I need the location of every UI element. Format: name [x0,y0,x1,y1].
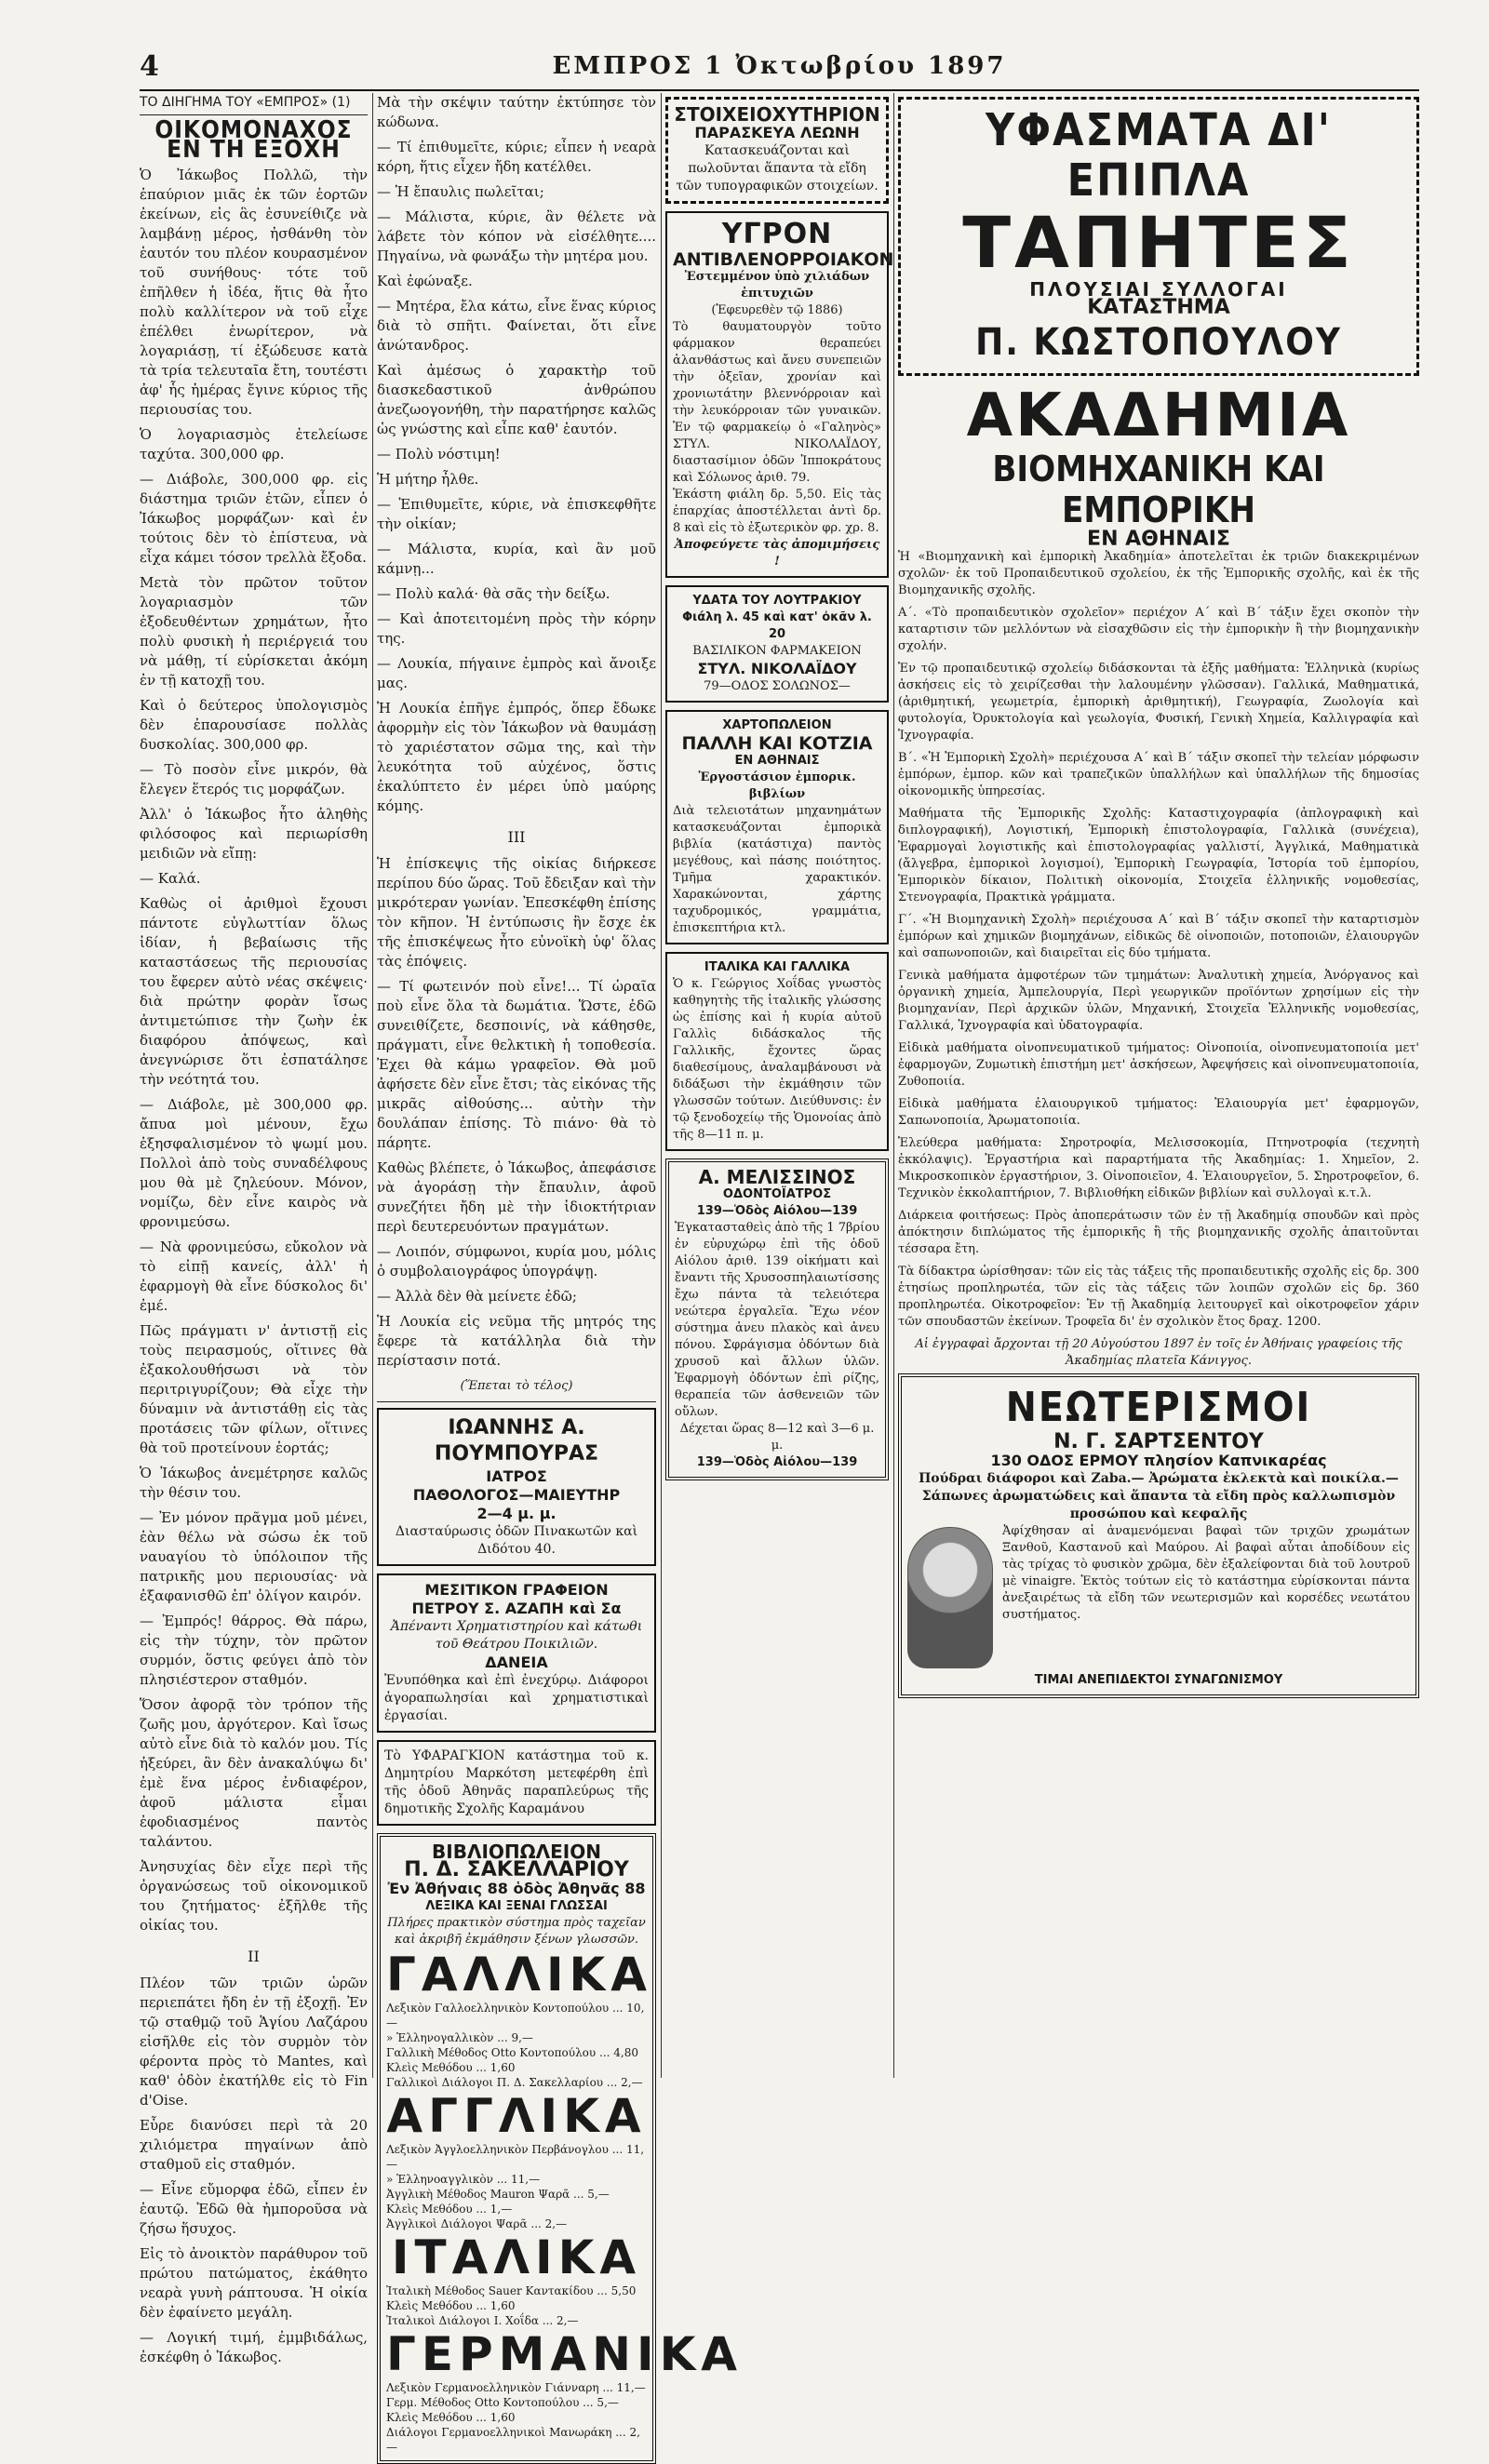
book-price-row: » Ἑλληνογαλλικὸν ... 9,— [386,2031,533,2044]
paragraph: — Λουκία, πήγαινε ἐμπρὸς καὶ ἄνοιξε μας. [377,655,656,691]
story-column-1 [140,93,368,2365]
book-price-row: Ἰταλικὴ Μέθοδος Sauer Καντακίδου ... 5,50 [386,2284,637,2297]
paragraph: Διάρκεια φοιτήσεως: Πρὸς ἀποπεράτωσιν τῶν ἐν τῇ Ἀκαδημίᾳ σπουδῶν καὶ πρὸς ἀπόκτησιν διπλώματος τῆς ἐμπορικῆς ἢ τῆς βιομηχανικῆς σχολῆς ἀπαιτοῦνται τέσσαρα ἔτη. [898,1209,1419,1256]
paragraph: — Μητέρα, ἔλα κάτω, εἶνε ἕνας κύριος διὰ τὸ σπῆτι. Φαίνεται, ὅτι εἶνε ἀνώτανδρος. [377,298,656,354]
paragraph: — Διάβολε, μὲ 300,000 φρ. ἄπυα μοὶ μένουν, ἔχω ἐξησφαλισμένον τὸ ψωμί μου. Πολλοὶ ἀπὸ τοὺς συναδέλφους μου θὰ μὲ ζηλεύουν. Μόνον, νομίζω, δὲν εἶνε καιρὸς νὰ φρονιμεύσω. [140,1096,368,1230]
ad-line: ΑΚΑΔΗΜΙΑ [966,382,1351,450]
paragraph: Β΄. «Ἡ Ἐμπορικὴ Σχολὴ» περιέχουσα Α΄ καὶ Β΄ τάξιν σκοπεῖ τὴν τελείαν μόρφωσιν ἐμπόρων, ἐμπορ. κῶν καὶ τραπεζικῶν ὑπαλλήλων καὶ ὑπαλλήλων τῆς δημοσίας οἰκονομικῆς ὑπηρεσίας. [898,751,1419,798]
ad-line: Ἐν Ἀθήναις 88 ὁδὸς Ἀθηνᾶς 88 [387,1880,646,1897]
paragraph: Ὁ λογαριασμὸς ἐτελείωσε ταχύτα. 300,000 φρ. [140,426,368,462]
ad-line: Ν. Γ. ΣΑΡΤΣΕΝΤΟΥ [1053,1430,1264,1453]
ad-line: ΧΑΡΤΟΠΩΛΕΙΟΝ [722,718,832,732]
book-price-row: Γαλλικὴ Μέθοδος Otto Κοντοπούλου ... 4,80 [386,2046,638,2059]
story-title: ΟΙΚΟΜΟΝΑΧΟΣ ΕΝ ΤΗ ΕΞΟΧΗ [154,116,353,164]
ad-line: ΝΕΩΤΕΡΙΣΜΟΙ [1005,1384,1312,1431]
ad-line: Αἱ ἐγγραφαὶ ἄρχονται τῇ 20 Αὐγούστου 1897 ἐν τοῖς ἐν Ἀθήναις γραφείοις τῆς Ἀκαδημίας πλατεῖα Κάνιγγος. [915,1337,1402,1368]
book-price-row: » Ἑλληνοαγγλικὸν ... 11,— [386,2173,541,2186]
paragraph: Ὁ Ἰάκωβος ἀνεμέτρησε καλῶς τὴν θέσιν του. [140,1465,368,1501]
story-column-2 [377,93,744,2454]
cosmetics-ad [898,1373,1419,1698]
ad-line: ΜΕΣΙΤΙΚΟΝ ΓΡΑΦΕΙΟΝ [424,1581,609,1599]
paragraph: — Καὶ ἀποτειτομένη πρὸς τὴν κόρην της. [377,610,656,647]
ad-line: ΙΤΑΛΙΚΑ ΚΑΙ ΓΑΛΛΙΚΑ [704,960,851,974]
paragraph: Ἡ ἐπίσκεψις τῆς οἰκίας διήρκεσε περίπου δύο ὥρας. Τοῦ ἔδειξαν καὶ τὴν μικρότεραν γωνίαν. Ἐπεσκέφθη ἐπίσης τὸν κῆπον. Ἡ ἐντύπωσις ἣν ἔσχε ἐκ τῆς ἐπισκέψεως ἦτο εὐνοϊκὴ ὑφ' ὅλας τὰς ἐπόψεις. [377,855,656,970]
paragraph: Ἀλλ' ὁ Ἰάκωβος ἦτο ἀληθὴς φιλόσοφος καὶ περιωρίσθη μειδιῶν νὰ εἴπῃ: [140,806,368,862]
page-number: 4 [140,50,159,83]
paragraph: — Μάλιστα, κύριε, ἂν θέλετε νὰ λάβετε τὸν κόπον νὰ εἰσέλθητε.... Πηγαίνω, νὰ φωνάξω τὴν μητέρα μου. [377,208,656,264]
section-number: II [248,1948,260,1965]
ad-line: ΤΙΜΑΙ ΑΝΕΠΙΔΕΚΤΟΙ ΣΥΝΑΓΩΝΙΣΜΟΥ [1034,1673,1283,1687]
book-price-row: Ἀγγλικοὶ Διάλογοι Ψαρᾶ ... 2,— [386,2217,568,2230]
ad-line: ΥΔΑΤΑ ΤΟΥ ΛΟΥΤΡΑΚΙΟΥ [692,594,862,608]
ad-text: Τὸ θαυματουργὸν τοῦτο φάρμακον θεραπεύει ἀλανθάστως καὶ ἄνευ συνεπειῶν τὴν ὀξεῖαν, χρονίαν καὶ χρονιωτάτην βλεννόρροιαν καὶ τὴν λευκόρροιαν τῶν γυναικῶν. Ἐν τῷ φαρμακείῳ ὁ «Γαληνὸς» ΣΤΥΛ. ΝΙΚΟΛΑΪΔΟΥ, διαστασίμιον ὁδῶν Ἱπποκράτους καὶ Σόλωνος ἀριθ. 79. [673,320,881,485]
book-price-row: Λεξικὸν Γαλλοελληνικὸν Κοντοπούλου ... 10,— [386,2002,645,2029]
paragraph: Τὰ δίδακτρα ὡρίσθησαν: τῶν εἰς τὰς τάξεις τῆς προπαιδευτικῆς σχολῆς εἰς δρ. 300 ἐτησίως προπληρωτέα, τῶν εἰς τὰς τάξεις τῶν λοιπῶν σχολῶν εἰς δρ. 360 προπληρωτέα. Οἰκοτροφεῖον: Ἐν τῇ Ἀκαδημίᾳ λειτουργεῖ καὶ οἰκοτροφεῖον χάριν τῶν σπουδαστῶν ἐκείνων. Τροφεῖα δι' ἐν σχολικὸν ἔτος δραχ. 1200. [898,1265,1419,1329]
ad-line: 139—Ὁδὸς Αἰόλου—139 [696,1455,858,1469]
ad-line: Π. Δ. ΣΑΚΕΛΛΑΡΙΟΥ [404,1858,629,1881]
paragraph: — Διάβολε, 300,000 φρ. εἰς διάστημα τριῶν ἐτῶν, εἶπεν ὁ Ἰάκωβος μορφάζων· καὶ ἐν τούτοις δὲν τὸ ἐπίστευα, νὰ εἶχα κάμει τόσον τρελλὰ ἔξοδα. [140,471,368,566]
doctor-name: ΙΩΑΝΝΗΣ Α. ΠΟΥΜΠΟΥΡΑΣ [434,1416,599,1466]
ad-line: ΠΛΟΥΣΙΑΙ ΣΥΛΛΟΓΑΙ [1029,278,1288,301]
dentist-ad [665,1158,889,1480]
ad-line: Πούδραι διάφοροι καὶ Zaba.— Ἀρώματα ἐκλεκτὰ καὶ ποικίλα.— Σάπωνες ἀρωματώδεις καὶ ἅπαντα τὰ εἴδη πρὸς καλλωπισμὸν προσώπου καὶ κεφαλῆς [919,1471,1399,1521]
ad-text: Ἐγκατασταθεὶς ἀπὸ τῆς 1 7βρίου ἐν εὐρυχώρῳ ἐπὶ τῆς ὁδοῦ Αἰόλου ἀριθ. 139 οἰκήματι καὶ ἔναντι τῆς Χρυσοσπηλαιωτίσσης ἔχω πάντα τὰ τελειότερα νεώτερα ἐργαλεῖα. Ἔχω νέον σύστημα ἀνευ πλακὸς καὶ ἀνευ πόνου. Σφράγισμα ὀδόντων διὰ χρυσοῦ καὶ ἄλλων ὑλῶν. Ἐφαρμογὴ ὀδόντων ἐπὶ ρίζης, θεραπεία τῶν ἀσθενειῶν τῶν οὔλων. [675,1221,879,1419]
fabrics-ad [898,97,1419,376]
paragraph: Μετὰ τὸν πρῶτον τοῦτον λογαριασμὸν τῶν ἐξοδευθέντων χρημάτων, ἦτο πολὺ φυσικὴ ἡ περιέργειά του νὰ μάθῃ, τί εὑρίσκεται ἀκόμη ἐν τῇ κατοχῇ του. [140,574,368,689]
ad-line: Ἐστεμμένον ὑπὸ χιλιάδων ἐπιτυχιῶν [684,270,870,301]
story-body [377,93,656,816]
doctor-ad [377,1408,656,1566]
language-heading: ΙΤΑΛΙΚΑ [391,2230,642,2284]
broker-ad [377,1573,656,1733]
paragraph: Καὶ ὁ δεύτερος ὑπολογισμὸς δὲν ἐπαρουσίασε πολλὰς δυσκολίας. 300,000 φρ. [140,697,368,753]
ad-line: Α. ΜΕΛΙΣΣΙΝΟΣ [698,1166,856,1188]
paragraph: — Ἐπιθυμεῖτε, κύριε, νὰ ἐπισκεφθῆτε τὴν οἰκίαν; [377,496,656,532]
academy-ad [898,383,1419,1370]
paragraph: Γ΄. «Ἡ Βιομηχανικὴ Σχολὴ» περιέχουσα Α΄ καὶ Β΄ τάξιν σκοπεῖ τὴν καταρτισμὸν ἐμπόρων καὶ χημικῶν βιομηχάνων, εἰδικῶς δὲ οἰνοποιῶν, ποτοποιῶν, ἐλαιουργῶν καὶ σαπωνοποιῶν, καὶ διαιρεῖται εἰς δύο τμήματα. [898,913,1419,960]
paragraph: Εὗρε διανύσει περὶ τὰ 20 χιλιόμετρα πηγαίνων ἀπὸ σταθμοῦ εἰς σταθμόν. [140,2117,368,2173]
ad-line: ΣΤΟΙΧΕΙΟΧΥΤΗΡΙΟΝ [674,103,880,126]
ad-line: Δέχεται ὥρας 8—12 καὶ 3—6 μ. μ. [679,1422,875,1453]
paragraph: Καθὼς βλέπετε, ὁ Ἰάκωβος, ἀπεφάσισε νὰ ἀγοράσῃ τὴν ἔπαυλιν, ἀφοῦ συνεζήτει ἤδη μὲ τὴν ἰδιοκτήτριαν περὶ δευτερευόντων πραγμάτων. [377,1159,656,1235]
paragraph: — Λογική τιμή, ἐμμβιδάλως, ἐσκέφθη ὁ Ἰάκωβος. [140,2329,368,2365]
book-price-row: Κλεὶς Μεθόδου ... 1,60 [386,2299,516,2312]
ad-line: ΚΑΤΑΣΤΗΜΑ [1087,296,1230,319]
column-rule [661,93,662,2078]
language-lessons-ad [665,952,889,1151]
ad-line: Ἀπέναντι Χρηματιστηρίου καὶ κάτωθι τοῦ Θεάτρου Ποικιλιῶν. [390,1619,643,1652]
book-price-row: Διάλογοι Γερμανοελληνικοὶ Μανωράκη ... 2,— [386,2426,640,2454]
ad-text: Ἀφίχθησαν αἱ ἀναμενόμεναι βαφαὶ τῶν τριχῶν χρωμάτων Ξανθοῦ, Καστανοῦ καὶ Μαύρου. Αἱ βαφαὶ αὗται ἀποδίδουν εἰς τὰς τρίχας τὸ φυσικὸν χρῶμα, δὲν ἐξαλείφονται διὰ τοῦ λουτροῦ μὲ vinaigre. Ἐκτὸς τούτων εἰς τὸ κατάστημα εὑρίσκονται πάντα ἀνεξαιρέτως τὰ εἴδη τῶν νεωτερισμῶν καὶ κορσέδες νεωτάτου συστήματος. [1002,1524,1410,1622]
paragraph: Ἐλεύθερα μαθήματα: Σηροτροφία, Μελισσοκομία, Πτηνοτροφία (τεχνητὴ ἐκκόλαψις). Ἐργαστήρια καὶ παραρτήματα τῆς Ἀκαδημίας: 1. Χημεῖον, 2. Μικροσκοπικὸν ἐργαστήριον, 3. Οἰνοποιεῖον, 4. Ἐλαιουργεῖον, 5. Σηροτροφεῖον, 6. Τεχνικὸν ἐκκολαπτήριον, 7. Βιβλιοθήκη εἰδικῶν βιβλίων καὶ συλλογαὶ κ.τ.λ. [898,1136,1419,1200]
book-price-row: Γερμ. Μέθοδος Otto Κοντοπούλου ... 5,— [386,2396,619,2409]
paragraph: — Ἡ ἔπαυλις πωλεῖται; [377,183,544,200]
ad-text: Ἐνυπόθηκα καὶ ἐπὶ ἐνεχύρῳ. Διάφοροι ἀγοραπωλησίαι καὶ χρηματιστικαὶ ἐργασίαι. [384,1673,649,1723]
paragraph: — Ἐν μόνον πρᾶγμα μοῦ μένει, ἐὰν θέλω νὰ σώσω ἐκ τοῦ ναυαγίου τὸ ὑπόλοιπον τῆς πατρικῆς μου περιουσίας· νὰ ἐξαφανισθῶ ἐπ' ὀλίγον καιρόν. [140,1509,368,1604]
ad-line: Ἐργοστάσιον ἐμπορικ. βιβλίων [698,770,856,801]
ad-line: Πλήρες πρακτικὸν σύστημα πρὸς ταχεῖαν καὶ ἀκριβῆ ἐκμάθησιν ξένων γλωσσῶν. [387,1916,646,1947]
book-price-row: Λεξικὸν Γερμανοελληνικὸν Γιάνναρη ... 11,— [386,2381,646,2394]
continued-note: (Ἕπεται τὸ τέλος) [460,1379,573,1393]
book-price-row: Λεξικὸν Ἀγγλοελληνικὸν Περβάνογλου ... 11,— [386,2143,645,2171]
paragraph: — Νὰ φρονιμεύσω, εὔκολον νὰ τὸ εἰπῇ κανείς, ἀλλ' ἡ ἐφαρμογὴ θὰ εἶνε δύσκολος δι' ἐμέ. [140,1239,368,1314]
ad-line: ΠΑΛΛΗ ΚΑΙ ΚΟΤΖΙΑ [681,733,873,754]
paragraph: Ἀνησυχίας δὲν εἶχε περὶ τῆς ὀργανώσεως τοῦ οἰκονομικοῦ του ζητήματος· ἐξῆλθε τῆς οἰκίας του. [140,1858,368,1934]
paragraph: Ἡ Λουκία εἰς νεῦμα τῆς μητρός της ἔφερε τὰ κατάλληλα διὰ τὴν περίστασιν ποτά. [377,1313,656,1369]
paragraph: — Τί ἐπιθυμεῖτε, κύριε; εἶπεν ἡ νεαρὰ κόρη, ἥτις εἶχεν ἤδη κατέλθει. [377,139,656,175]
paragraph: — Λοιπόν, σύμφωνοι, κυρία μου, μόλις ὁ συμβολαιογράφος ὑπογράψῃ. [377,1243,656,1279]
paragraph: Ἡ μήτηρ ἦλθε. [377,471,479,488]
story-kicker: ΤΟ ΔΙΗΓΗΜΑ ΤΟΥ «ΕΜΠΡΟΣ» (1) [140,93,368,115]
paragraph: Καὶ ἀμέσως ὁ χαρακτὴρ τοῦ διασκεδαστικοῦ ἀνθρώπου ἀνεζωογονήθη, τὴν παρατήρησε καλῶς ὡς γνώστης καὶ εἶπε καθ' ἑαυτόν. [377,362,656,437]
bookstore-lists [386,1948,744,2455]
ad-line: ΙΑΤΡΟΣ [486,1467,547,1485]
ad-line: 79—ΟΔΟΣ ΣΟΛΩΝΟΣ— [704,679,851,693]
ad-line: Ἀποφεύγετε τὰς ἀπομιμήσεις ! [674,538,880,569]
bookstore-ad [377,1833,744,2464]
paragraph: — Τί φωτεινόν ποὺ εἶνε!... Τί ὡραῖα ποὺ εἶνε ὅλα τὰ δωμάτια. Ὥστε, ἐδῶ συνειθίζετε, δεσποινίς, νὰ κάθησθε, πράγματι, εἶνε θελκτικὴ ἡ τοποθεσία. Ἐχει θὰ κάμω γραφεῖον. Θὰ μοῦ ἀφήσετε δὲν εἶνε ἔτσι; τὰς εἰκόνας τῆς μικρᾶς αἰθούσης... αὐτὴν τὴν δουλάπαν ἐπίσης. Τὸ πιάνο· θὰ τὸ πάρητε. [377,978,656,1151]
ad-line: ΥΓΡΟΝ [721,218,833,250]
ad-line: (Ἐφευρεθὲν τῷ 1886) [711,303,843,317]
paragraph: Ὅσον ἀφορᾷ τὸν τρόπον τῆς ζωῆς μου, ἀργότερον. Καὶ ἴσως αὐτὸ εἶνε διὰ τὸ καλόν μου. Τίς ἠξεύρει, ἂν δὲν ἀνακαλύψω δι' ἐμὲ ἕνα μέρος ἐνδιαφέρον, ἀφοῦ μάλιστα εἶμαι ἐφοδιασμένος παντὸς ταλάντου. [140,1696,368,1850]
book-price-row: Κλεὶς Μεθόδου ... 1,60 [386,2411,516,2424]
ad-line: ΑΝΤΙΒΛΕΝΟΡΡΟΙΑΚΟΝ [673,249,894,270]
book-price-row: Κλεὶς Μεθόδου ... 1,— [386,2203,513,2216]
ad-line: ΒΙΟΜΗΧΑΝΙΚΗ ΚΑΙ ΕΜΠΟΡΙΚΗ [992,449,1325,530]
ad-text: Κατασκευάζονται καὶ πωλοῦνται ἅπαντα τὰ εἴδη τῶν τυπογραφικῶν στοιχείων. [676,143,879,194]
story-body [377,854,656,1371]
paragraph: — Ἀλλὰ δὲν θὰ μείνετε ἐδῶ; [377,1288,577,1305]
paragraph: Γενικὰ μαθήματα ἀμφοτέρων τῶν τμημάτων: Ἀναλυτικὴ χημεία, Ἀνόργανος καὶ ὀργανικὴ χημεία, Ἀμπελουργία, Περὶ γεωργικῶν προϊόντων χρησίμων εἰς τὴν βιομηχανίαν, Περὶ ἀρχικῶν ὑλῶν, Μηχανική, Στοιχεῖα Ἑλληνικῆς νομοθεσίας, Γαλλικά, Ἰχνογραφία καὶ ὑδατογραφία. [898,969,1419,1033]
paragraph: Πῶς πράγματι ν' ἀντιστῇ εἰς τοὺς πειρασμούς, οἵτινες θὰ ἐξακολουθήσωσι νὰ τὸν περιτριγυρίζουν; Θὰ εἶχε τὴν δύναμιν νὰ ἀντιστάθῃ εἰς τὰς προτάσεις τῶν φίλων, οἵτινες θὰ τοῦ προτείνουν ἑορτάς; [140,1322,368,1456]
ad-line: 139—Ὁδὸς Αἰόλου—139 [696,1204,858,1218]
book-price-row: Ἀγγλικὴ Μέθοδος Mauron Ψαρᾶ ... 5,— [386,2188,610,2201]
paragraph: — Μάλιστα, κυρία, καὶ ἂν μοῦ κάμνῃ... [377,541,656,577]
paragraph: Ἡ «Βιομηχανικὴ καὶ ἐμπορικὴ Ἀκαδημία» ἀποτελεῖται ἐκ τριῶν διακεκριμένων σχολῶν· ἐκ τοῦ Προπαιδευτικοῦ σχολείου, ἐκ τῆς Ἐμπορικῆς σχολῆς, καὶ ἐκ τῆς Βιομηχανικῆς σχολῆς. [898,550,1419,597]
spring-water-ad [665,585,889,703]
ad-line: ΤΑΠΗΤΕΣ [962,201,1355,284]
column-rule [893,93,894,2078]
book-price-row: Γαλλικοὶ Διάλογοι Π. Δ. Σακελλαρίου ... 2,— [386,2076,643,2089]
ads-column-wide [898,93,1419,2078]
paragraph: — Πολὺ καλά· θὰ σᾶς τὴν δείξω. [377,585,610,602]
paragraph: — Τὸ ποσὸν εἶνε μικρόν, θὰ ἔλεγεν ἕτερός τις μορφάζων. [140,761,368,797]
ad-line: ΔΑΝΕΙΑ [485,1654,548,1671]
book-price-row: Ἰταλικοὶ Διάλογοι Ι. Χοΐδα ... 2,— [386,2314,579,2327]
paragraph: — Εἶνε εὔμορφα ἐδῶ, εἶπεν ἐν ἑαυτῷ. Ἐδῶ θὰ ἠμποροῦσα νὰ ζήσω ἥσυχος. [140,2181,368,2237]
portrait-illustration [907,1527,993,1668]
paragraph: Α΄. «Τὸ προπαιδευτικὸν σχολεῖον» περιέχον Α΄ καὶ Β΄ τάξιν ἔχει σκοπὸν τὴν καταρτισιν τῶν μελλόντων νὰ εἰσαχθῶσιν εἰς τὴν ἐμπορικὴν ἢ τὴν βιομηχανικὴν σχολήν. [898,606,1419,653]
language-heading: ΑΓΓΛΙΚΑ [386,2089,647,2143]
ad-line: ΒΑΣΙΛΙΚΟΝ ΦΑΡΜΑΚΕΙΟΝ [692,644,862,658]
stationery-ad [665,710,889,944]
typefoundry-ad [665,97,889,204]
shop-move-ad [377,1740,656,1826]
paragraph: Ὁ Ἰάκωβος Πολλῶ, τὴν ἐπαύριον μιᾶς ἐκ τῶν ἑορτῶν ἐκείνων, εἰς ἃς ἐσυνείθιζε νὰ λαμβάνῃ μέρος, ἠσθάνθη τὸν ἑαυτόν του πλέον κουρασμένον τοῦ συνήθους· τότε τοῦ ἐπῆλθεν ἡ ἰδέα, ἥτις θὰ ἦτο πολὺ καλλίτερον νὰ τοῦ εἶχε ἐπέλθει ἐνωρίτερον, νὰ λογαριάσῃ, τί ἐξώδευσε κατὰ τὰ τρία τελευταῖα ἔτη, τουτέστι ἀφ' ἧς ἡμέρας ἔγινε κύριος τῆς περιουσίας του. [140,167,368,418]
medicine-ad [665,211,894,578]
paragraph: Εἰς τὸ ἀνοικτὸν παράθυρον τοῦ πρώτου πατώματος, ἐκάθητο νεαρὰ γυνὴ ράπτουσα. Ἡ οἰκία δὲν ἐφαίνετο μεγάλη. [140,2245,368,2321]
ad-line: ΥΦΑΣΜΑΤΑ ΔΙ' ΕΠΙΠΛΑ [986,104,1332,207]
column-rule [372,93,373,2078]
ad-line: ΒΙΒΛΙΟΠΩΛΕΙΟΝ [432,1841,601,1863]
ad-line: ΣΤΥΛ. ΝΙΚΟΛΑΪΔΟΥ [697,660,857,677]
story-body [140,1974,368,2367]
ad-text: Διὰ τελειοτάτων μηχανημάτων κατασκευάζονται ἐμπορικὰ βιβλία (κατάστιχα) παντὸς μεγέθους, καὶ πάσης ποιότητος. Τμῆμα χαρακτικόν. Χαρακώνονται, χάρτης ταχυδρομικός, γραμμάτια, ἐπισκεπτήρια κτλ. [673,804,881,935]
book-price-row: Κλεὶς Μεθόδου ... 1,60 [386,2061,516,2074]
page-title: ΕΜΠΡΟΣ 1 Ὀκτωβρίου 1897 [552,52,1007,80]
paragraph: Εἰδικὰ μαθήματα ἐλαιουργικοῦ τμήματος: Ἐλαιουργία μετ' ἐφαρμογῶν, Σαπωνοποιία, Ἀρωματοποιία. [898,1097,1419,1128]
paragraph: Εἰδικὰ μαθήματα οἰνοπνευματικοῦ τμήματος: Οἰνοποιία, οἰνοπνευματοποιία μετ' ἐφαρμογῶν, Ζυμωτικὴ ἐπιστήμη μετ' ἀσκήσεων, Ἀφεψήσεις καὶ οἰνοπνευματοποιία, Ζυθοποιία. [898,1041,1419,1089]
language-heading: ΓΕΡΜΑΝΙΚΑ [386,2327,744,2381]
paragraph: — Καλά. [140,870,201,887]
language-heading: ΓΑΛΛΙΚΑ [386,1948,652,2002]
ad-line: ΕΝ ΑΘΗΝΑΙΣ [1087,528,1230,551]
story-body [140,166,368,1935]
ad-line: 130 ΟΔΟΣ ΕΡΜΟΥ πλησίον Καπνικαρέας [990,1452,1327,1469]
ad-text: Ἑκάστη φιάλη δρ. 5,50. Εἰς τὰς ἐπαρχίας ἀποστέλλεται ἀντὶ δρ. 8 καὶ εἰς τὸ ἐξωτερικὸν φρ. χρ. 8. [673,488,881,535]
ad-line: Φιάλη λ. 45 καὶ κατ' ὀκᾶν λ. 20 [682,610,872,641]
ad-line: ΕΝ ΑΘΗΝΑΙΣ [734,754,820,768]
paragraph: — Πολὺ νόστιμη! [377,446,501,462]
paragraph: — Ἐμπρός! θάρρος. Θὰ πάρω, εἰς τὴν τύχην, τὸν πρῶτον συρμόν, ὅστις φεύγει ἀπὸ τὸν πλησιέστερον σταθμόν. [140,1613,368,1688]
paragraph: Καὶ ἐφώναξε. [377,273,473,289]
ad-line: 2—4 μ. μ. [476,1505,557,1522]
masthead [140,48,1419,91]
paragraph: Καθὼς οἱ ἀριθμοὶ ἔχουσι πάντοτε εὐγλωττίαν ὅλως ἰδίαν, ἡ βεβαίωσις τῆς καταστάσεως τῆς περιουσίας του ἔφερεν αὐτὸ νέας σκέψεις· διὰ πρώτην φορὰν ἴσως ἀντιμετώπισε τὴν ζωὴν ἐκ διαφόρου ἀπόψεως, καὶ ἀνεγνώρισε ὅτι ἐσπατάλησε τὴν νεότητά του. [140,895,368,1088]
paragraph: Ἡ Λουκία ἐπῆγε ἐμπρός, ὅπερ ἔδωκε ἀφορμὴν εἰς τὸν Ἰάκωβον νὰ θαυμάσῃ τὸ χαριέστατον σῶμα της, καὶ τὴν λευκότητα τοῦ αὐχένος, ὅστις ἐκαλύπτετο ἐν μέρει ὑπὸ μαύρης κόμης. [377,700,656,814]
ad-line: Διασταύρωσις ὁδῶν Πινακωτῶν καὶ Διδότου 40. [395,1524,638,1557]
ad-text: Τὸ ΥΦΑΡΑΓΚΙΟΝ κατάστημα τοῦ κ. Δημητρίου Μαρκότση μετεφέρθη ἐπὶ τῆς ὁδοῦ Ἀθηνᾶς παραπλεύρως τῆς δημοτικῆς Σχολῆς Καραμάνου [384,1748,649,1816]
ads-column [665,93,894,2078]
academy-text [898,549,1419,1331]
ad-line: ΠΕΤΡΟΥ Σ. ΑΖΑΠΗ καὶ Σα [411,1600,622,1617]
paragraph: Μαθήματα τῆς Ἐμπορικῆς Σχολῆς: Καταστιχογραφία (ἀπλογραφικὴ καὶ διπλογραφική), Λογιστική, Ἐμπορικὴ ἐπιστολογραφία, Γαλλικὰ (συνέχεια), Ἐφαρμογαὶ λογιστικῆς καὶ ἐπιστολογραφίας γαλλιστί, Ἀγγλικά, Μαθηματικὰ (ἄλγεβρα, ἐμπορικοὶ λογισμοί), Ἐμπορικὴ Γεωγραφία, Ἱστορία τοῦ ἐμπορίου, Ἐμπορικὸν δίκαιον, Πολιτικὴ οἰκονομία, Στοιχεῖα ἑλληνικῆς νομοθεσίας, Στενογραφία, Πρακτικὰ γράμματα. [898,807,1419,904]
ad-line: ΠΑΡΑΣΚΕΥΑ ΛΕΩΝΗ [694,124,860,141]
paragraph: Πλέον τῶν τριῶν ὡρῶν περιεπάτει ἤδη ἐν τῇ ἐξοχῇ. Ἐν τῷ σταθμῷ τοῦ Ἁγίου Λαζάρου εἰσῆλθε εἰς τὸν συρμὸν τὸν φέροντα πρὸς τὸ Mantes, καὶ καθ' ὁδὸν ἐκατήλθε εἰς τὸ Fin d'Oise. [140,1975,368,2109]
section-number: III [507,828,526,846]
ad-line: Π. ΚΩΣΤΟΠΟΥΛΟΥ [975,321,1342,364]
paragraph: Ἐν τῷ προπαιδευτικῷ σχολείῳ διδάσκονται τὰ ἑξῆς μαθήματα: Ἑλληνικὰ (κυρίως ἀσκήσεις εἰς τὸ χειρίζεσθαι τὴν λαλουμένην γλῶσσαν). Γαλλικά, Μαθηματικά, (ἀριθμητική, γεωμετρία, ἐμπορικὴ ἀριθμητική), Γεωγραφία, Ζωολογία καὶ φυτολογία, Ὀρυκτολογία καὶ γεωλογία, Φυσική, Γενικὴ Χημεία, Καλλιγραφία καὶ Ἰχνογραφία. [898,662,1419,743]
ad-text: Ὁ κ. Γεώργιος Χοΐδας γνωστὸς καθηγητὴς τῆς ἰταλικῆς γλώσσης ὡς ἐπίσης καὶ ἡ κυρία αὐτοῦ Γαλλὶς διδάσκαλος τῆς Γαλλικῆς, ἔχοντες ὥρας διαθεσίμους, ἀναλαμβάνουσι νὰ διδάξωσι τὴν ἐκμάθησιν τῶν γλωσσῶν τούτων. Διεύθυνσις: ἐν τῷ ξενοδοχείῳ τῆς Ὁμονοίας ἀπὸ τῆς 8—11 π. μ. [673,977,881,1142]
ad-line: ΟΔΟΝΤΟΪΑΤΡΟΣ [722,1187,832,1201]
ad-line: ΛΕΞΙΚΑ ΚΑΙ ΞΕΝΑΙ ΓΛΩΣΣΑΙ [425,1899,608,1913]
ad-line: ΠΑΘΟΛΟΓΟΣ—ΜΑΙΕΥΤΗΡ [412,1486,621,1504]
paragraph: Μὰ τὴν σκέψιν ταύτην ἐκτύπησε τὸν κώδωνα. [377,94,656,130]
